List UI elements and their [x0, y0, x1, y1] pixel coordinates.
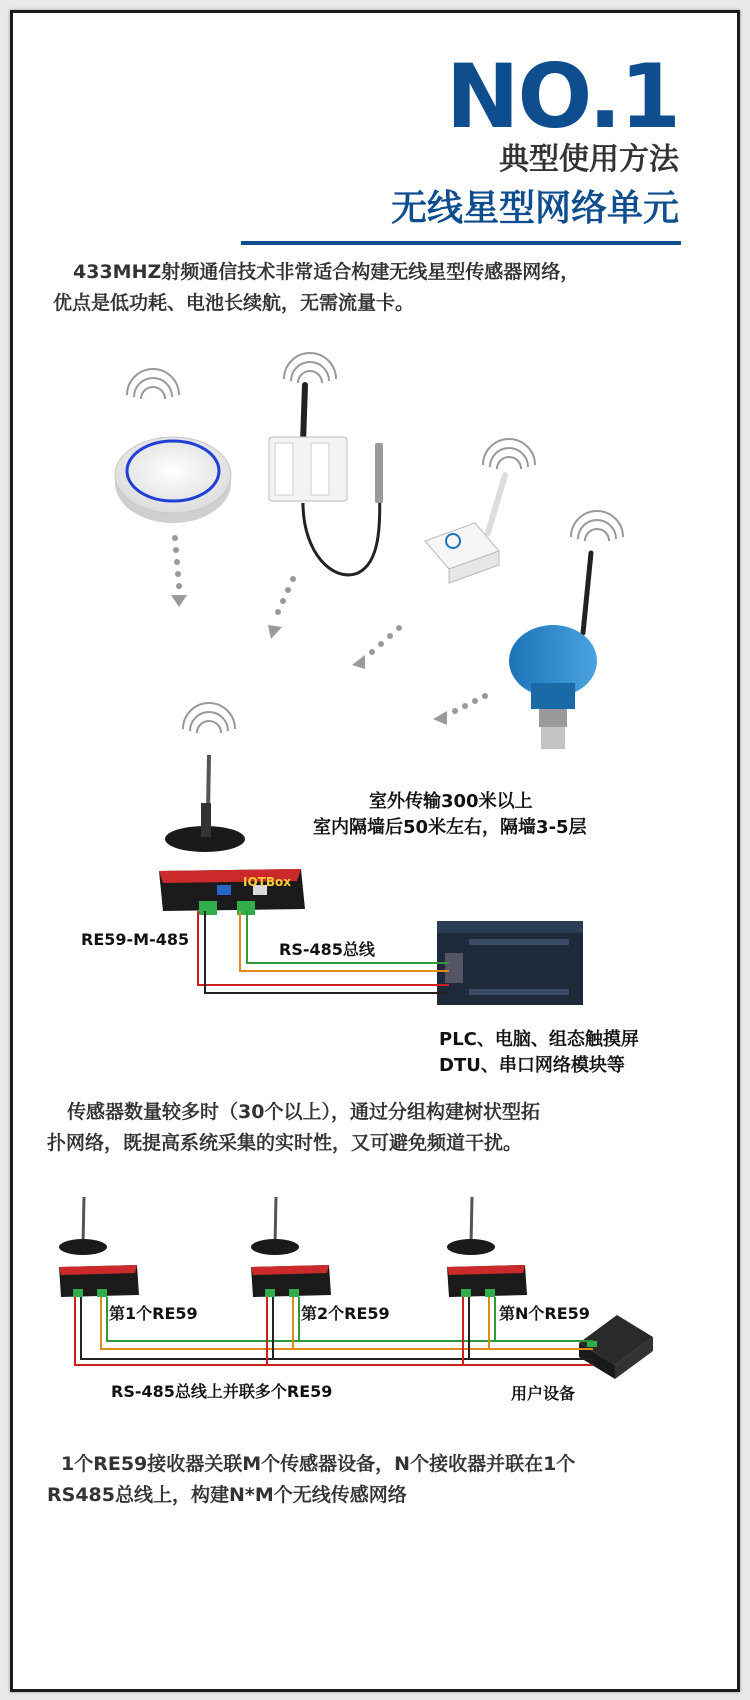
receiver-n-image	[447, 1197, 527, 1297]
page-frame	[10, 10, 740, 1692]
intro-line-1: 433MHZ射频通信技术非常适合构建无线星型传感器网络，	[73, 261, 580, 283]
receiver-2-label: 第2个RE59	[301, 1304, 390, 1323]
summary-paragraph	[47, 1449, 707, 1511]
wifi-icon	[183, 703, 235, 733]
humidity-sensor-image	[425, 475, 505, 583]
wifi-icon	[571, 511, 623, 541]
tree-paragraph	[47, 1097, 707, 1159]
pressure-transmitter-image	[509, 553, 597, 749]
receiver-n-label: 第N个RE59	[499, 1304, 590, 1323]
wifi-icon	[284, 353, 336, 383]
wifi-icon	[483, 439, 535, 469]
page-title: NO.1	[445, 45, 679, 148]
subtitle: 典型使用方法	[499, 142, 679, 177]
signal-arrow	[433, 693, 488, 725]
range-line-1: 室外传输300米以上	[369, 791, 533, 812]
device-brand: IOTBox	[243, 875, 291, 889]
parallel-bus-label: RS-485总线上并联多个RE59	[111, 1382, 333, 1401]
receiver-model-label: RE59-M-485	[81, 930, 190, 949]
receiver-2-image	[251, 1197, 331, 1297]
wifi-icon	[127, 369, 179, 399]
temperature-sensor-image	[269, 385, 383, 575]
range-caption	[313, 789, 713, 841]
targets-line-2: DTU、串口网络模块等	[439, 1055, 625, 1076]
signal-arrow	[268, 576, 296, 639]
bus-label: RS-485总线	[279, 940, 375, 959]
summary-line-1: 1个RE59接收器关联M个传感器设备，N个接收器并联在1个	[61, 1453, 576, 1475]
summary-line-2: RS485总线上，构建N*M个无线传感网络	[47, 1484, 407, 1506]
user-device-label: 用户设备	[511, 1384, 576, 1403]
disc-sensor-image	[115, 437, 231, 523]
plc-device-image	[437, 921, 583, 1005]
intro-line-2: 优点是低功耗、电池长续航，无需流量卡。	[53, 292, 415, 314]
tree-line-2: 扑网络，既提高系统采集的实时性，又可避免频道干扰。	[47, 1132, 523, 1154]
section-heading: 无线星型网络单元	[390, 188, 679, 229]
signal-arrow	[352, 625, 402, 669]
signal-arrow	[171, 535, 187, 607]
tree-line-1: 传感器数量较多时（30个以上），通过分组构建树状型拓	[67, 1101, 540, 1123]
range-line-2: 室内隔墙后50米左右，隔墙3-5层	[313, 817, 587, 838]
illustration-layer	[13, 13, 737, 1689]
user-device-image	[579, 1315, 653, 1379]
receiver-1-image	[59, 1197, 139, 1297]
receiver-1-label: 第1个RE59	[109, 1304, 198, 1323]
targets-caption	[439, 1027, 719, 1079]
targets-line-1: PLC、电脑、组态触摸屏	[439, 1029, 639, 1050]
receiver-device-image	[159, 755, 305, 915]
